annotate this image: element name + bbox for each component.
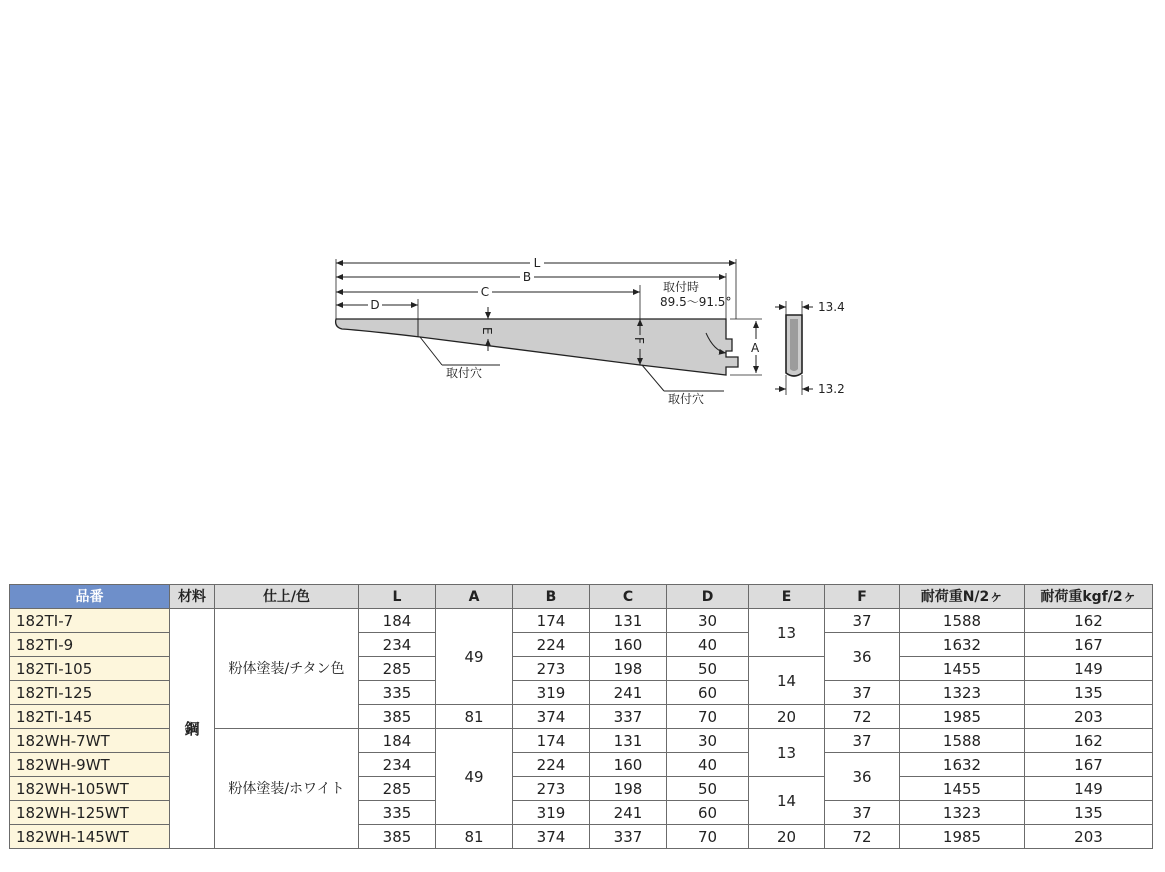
cell-D: 60: [667, 681, 749, 705]
cell-D: 70: [667, 705, 749, 729]
cell-B: 273: [513, 657, 590, 681]
cell-load-n: 1632: [900, 753, 1025, 777]
cell-D: 60: [667, 801, 749, 825]
cell-L: 184: [359, 729, 436, 753]
header-A: A: [436, 585, 513, 609]
cell-load-n: 1455: [900, 777, 1025, 801]
cell-load-n: 1632: [900, 633, 1025, 657]
cell-load-n: 1588: [900, 729, 1025, 753]
cell-load-n: 1455: [900, 657, 1025, 681]
header-C: C: [590, 585, 667, 609]
dim-C-label: C: [480, 285, 490, 299]
dim-F-label: F: [632, 337, 646, 344]
spec-table: [9, 584, 1153, 849]
cell-F: 36: [825, 753, 900, 801]
bracket-body: [336, 319, 738, 375]
cell-E: 20: [749, 825, 825, 849]
cell-L: 335: [359, 681, 436, 705]
cell-F: 36: [825, 633, 900, 681]
cell-load-kgf: 135: [1025, 681, 1153, 705]
header-B: B: [513, 585, 590, 609]
header-material: 材料: [170, 585, 215, 609]
part-number: 182WH-7WT: [10, 729, 170, 753]
cell-L: 285: [359, 777, 436, 801]
cell-E: 14: [749, 777, 825, 825]
cell-E: 13: [749, 729, 825, 777]
cell-F: 37: [825, 609, 900, 633]
dim-L-label: L: [533, 256, 541, 270]
cell-load-kgf: 162: [1025, 729, 1153, 753]
cell-D: 50: [667, 777, 749, 801]
table-header-row: [10, 585, 1153, 609]
cell-D: 30: [667, 609, 749, 633]
cell-load-n: 1985: [900, 705, 1025, 729]
header-part-number: 品番: [10, 585, 170, 609]
cell-B: 224: [513, 633, 590, 657]
table-row: [10, 609, 1153, 633]
cell-load-kgf: 167: [1025, 753, 1153, 777]
cell-A: 49: [436, 609, 513, 705]
angle-label: 89.5～91.5°: [660, 295, 732, 309]
cell-L: 385: [359, 825, 436, 849]
cell-load-kgf: 162: [1025, 609, 1153, 633]
cell-L: 285: [359, 657, 436, 681]
part-number: 182WH-9WT: [10, 753, 170, 777]
cell-C: 198: [590, 657, 667, 681]
header-load-n: 耐荷重N/2ヶ: [900, 585, 1025, 609]
cell-load-n: 1588: [900, 609, 1025, 633]
cell-B: 273: [513, 777, 590, 801]
cell-F: 37: [825, 729, 900, 753]
cell-B: 319: [513, 681, 590, 705]
header-L: L: [359, 585, 436, 609]
cell-C: 337: [590, 705, 667, 729]
cell-E: 13: [749, 609, 825, 657]
cell-load-kgf: 203: [1025, 825, 1153, 849]
cell-D: 70: [667, 825, 749, 849]
cell-L: 234: [359, 633, 436, 657]
cell-load-kgf: 135: [1025, 801, 1153, 825]
mount-time-label: 取付時: [663, 280, 700, 294]
cell-C: 160: [590, 633, 667, 657]
cell-B: 174: [513, 729, 590, 753]
width-bottom-label: 13.2: [818, 382, 845, 396]
cell-load-n: 1323: [900, 801, 1025, 825]
cell-D: 30: [667, 729, 749, 753]
width-top-label: 13.4: [818, 300, 845, 314]
cell-B: 374: [513, 705, 590, 729]
cell-C: 241: [590, 681, 667, 705]
part-number: 182TI-7: [10, 609, 170, 633]
cell-L: 335: [359, 801, 436, 825]
material-cell: 鋼: [170, 609, 215, 849]
dim-E-label: E: [480, 327, 494, 335]
part-number: 182TI-9: [10, 633, 170, 657]
cell-E: 20: [749, 705, 825, 729]
cell-B: 224: [513, 753, 590, 777]
cell-B: 174: [513, 609, 590, 633]
header-E: E: [749, 585, 825, 609]
part-number: 182TI-105: [10, 657, 170, 681]
cell-F: 37: [825, 681, 900, 705]
header-load-kgf: 耐荷重kgf/2ヶ: [1025, 585, 1153, 609]
cell-load-n: 1985: [900, 825, 1025, 849]
part-number: 182TI-145: [10, 705, 170, 729]
cell-C: 160: [590, 753, 667, 777]
part-number: 182WH-105WT: [10, 777, 170, 801]
cell-E: 14: [749, 657, 825, 705]
cell-load-kgf: 203: [1025, 705, 1153, 729]
cell-C: 131: [590, 729, 667, 753]
header-finish: 仕上/色: [215, 585, 359, 609]
cell-B: 319: [513, 801, 590, 825]
cell-L: 385: [359, 705, 436, 729]
cell-D: 40: [667, 633, 749, 657]
bracket-dimension-diagram: [330, 255, 850, 415]
cell-F: 72: [825, 825, 900, 849]
cell-A: 81: [436, 825, 513, 849]
cell-load-kgf: 149: [1025, 777, 1153, 801]
part-number: 182TI-125: [10, 681, 170, 705]
part-number: 182WH-125WT: [10, 801, 170, 825]
cell-C: 241: [590, 801, 667, 825]
cell-load-kgf: 149: [1025, 657, 1153, 681]
dim-A-label: A: [751, 341, 760, 355]
cell-L: 184: [359, 609, 436, 633]
cell-A: 49: [436, 729, 513, 825]
header-D: D: [667, 585, 749, 609]
hole-right-label: 取付穴: [668, 392, 705, 406]
cell-F: 72: [825, 705, 900, 729]
cell-load-kgf: 167: [1025, 633, 1153, 657]
cell-C: 198: [590, 777, 667, 801]
dim-D-label: D: [370, 298, 380, 312]
header-F: F: [825, 585, 900, 609]
part-number: 182WH-145WT: [10, 825, 170, 849]
cell-B: 374: [513, 825, 590, 849]
cell-C: 337: [590, 825, 667, 849]
dim-B-label: B: [522, 270, 532, 284]
hole-left-label: 取付穴: [446, 366, 483, 380]
cell-A: 81: [436, 705, 513, 729]
finish-cell: 粉体塗装/チタン色: [215, 609, 359, 729]
cell-load-n: 1323: [900, 681, 1025, 705]
finish-cell: 粉体塗装/ホワイト: [215, 729, 359, 849]
cell-D: 50: [667, 657, 749, 681]
cell-L: 234: [359, 753, 436, 777]
cell-F: 37: [825, 801, 900, 825]
cell-D: 40: [667, 753, 749, 777]
cell-C: 131: [590, 609, 667, 633]
